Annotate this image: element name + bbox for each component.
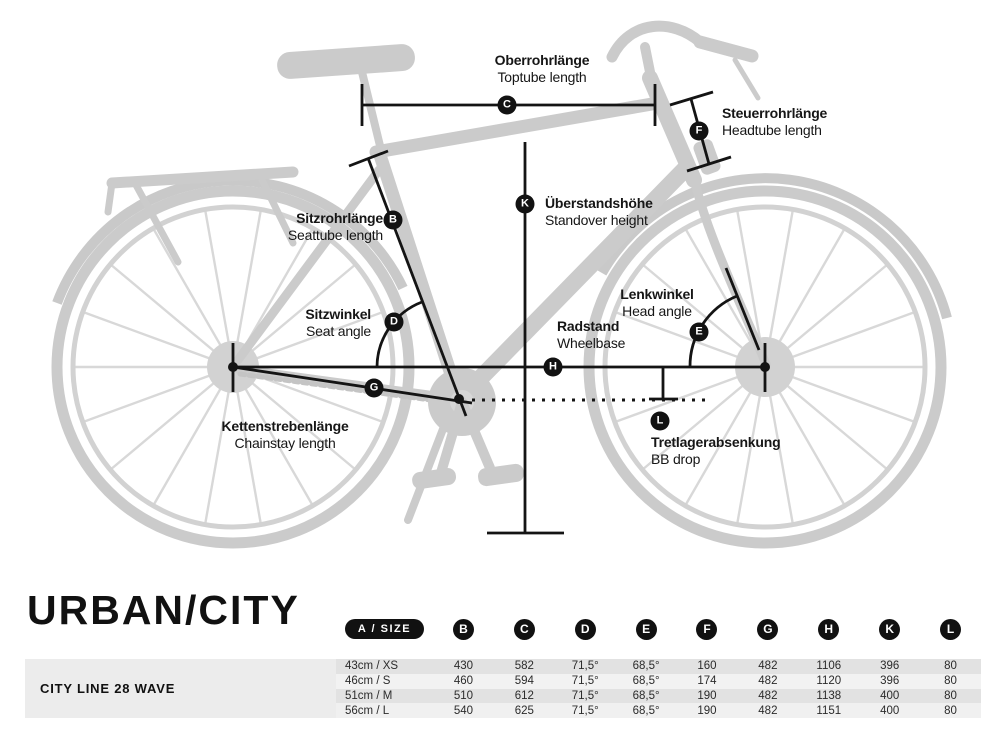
badge-L-icon: L [651, 412, 670, 431]
label-head-angle: Lenkwinkel Head angle [620, 286, 694, 319]
badge-H-icon: H [544, 358, 563, 377]
geometry-table [336, 659, 981, 718]
size-cell: 46cm / S [345, 675, 391, 688]
badge-E-icon: E [690, 323, 709, 342]
model-name-block [25, 659, 336, 718]
table-row: 46cm / S 460 594 71,5° 68,5° 174 482 1120 396 80 [336, 674, 981, 689]
label-chainstay: Kettenstrebenlänge Chainstay length [221, 418, 349, 451]
label-wheelbase: Radstand Wheelbase [557, 318, 626, 351]
table-row: 51cm / M 510 612 71,5° 68,5° 190 482 1138 400 80 [336, 689, 981, 704]
badge-K-icon: K [516, 195, 535, 214]
model-name: CITY LINE 28 WAVE [40, 681, 176, 696]
badge-G-icon: G [365, 379, 384, 398]
category-title: URBAN/CITY [27, 587, 300, 633]
label-standover: Überstandshöhe Standover height [545, 195, 653, 228]
label-seat-angle: Sitzwinkel Seat angle [305, 306, 371, 339]
table-row: 43cm / XS 430 582 71,5° 68,5° 160 482 1106 396 80 [336, 659, 981, 674]
col-badge-G-icon: G [757, 619, 778, 640]
size-cell: 43cm / XS [345, 660, 399, 673]
table-row: 56cm / L 540 625 71,5° 68,5° 190 482 1151 400 80 [336, 703, 981, 718]
badge-B-icon: B [384, 211, 403, 230]
col-badge-K-icon: K [879, 619, 900, 640]
column-header-row [336, 616, 981, 642]
col-badge-H-icon: H [818, 619, 839, 640]
label-toptube: Oberrohrlänge Toptube length [494, 52, 590, 85]
col-badge-F-icon: F [696, 619, 717, 640]
badge-C-icon: C [498, 96, 517, 115]
label-bb-drop: Tretlagerabsenkung BB drop [651, 434, 781, 467]
label-seattube: Sitzrohrlänge Seattube length [287, 210, 383, 243]
size-header-pill: A / SIZE [345, 619, 424, 639]
col-badge-C-icon: C [514, 619, 535, 640]
col-badge-B-icon: B [453, 619, 474, 640]
size-cell: 56cm / L [345, 704, 390, 717]
col-badge-E-icon: E [636, 619, 657, 640]
col-badge-D-icon: D [575, 619, 596, 640]
col-badge-L-icon: L [940, 619, 961, 640]
badge-F-icon: F [690, 122, 709, 141]
badge-D-icon: D [385, 313, 404, 332]
label-headtube: Steuerrohrlänge Headtube length [722, 105, 828, 138]
size-cell: 51cm / M [345, 689, 393, 702]
